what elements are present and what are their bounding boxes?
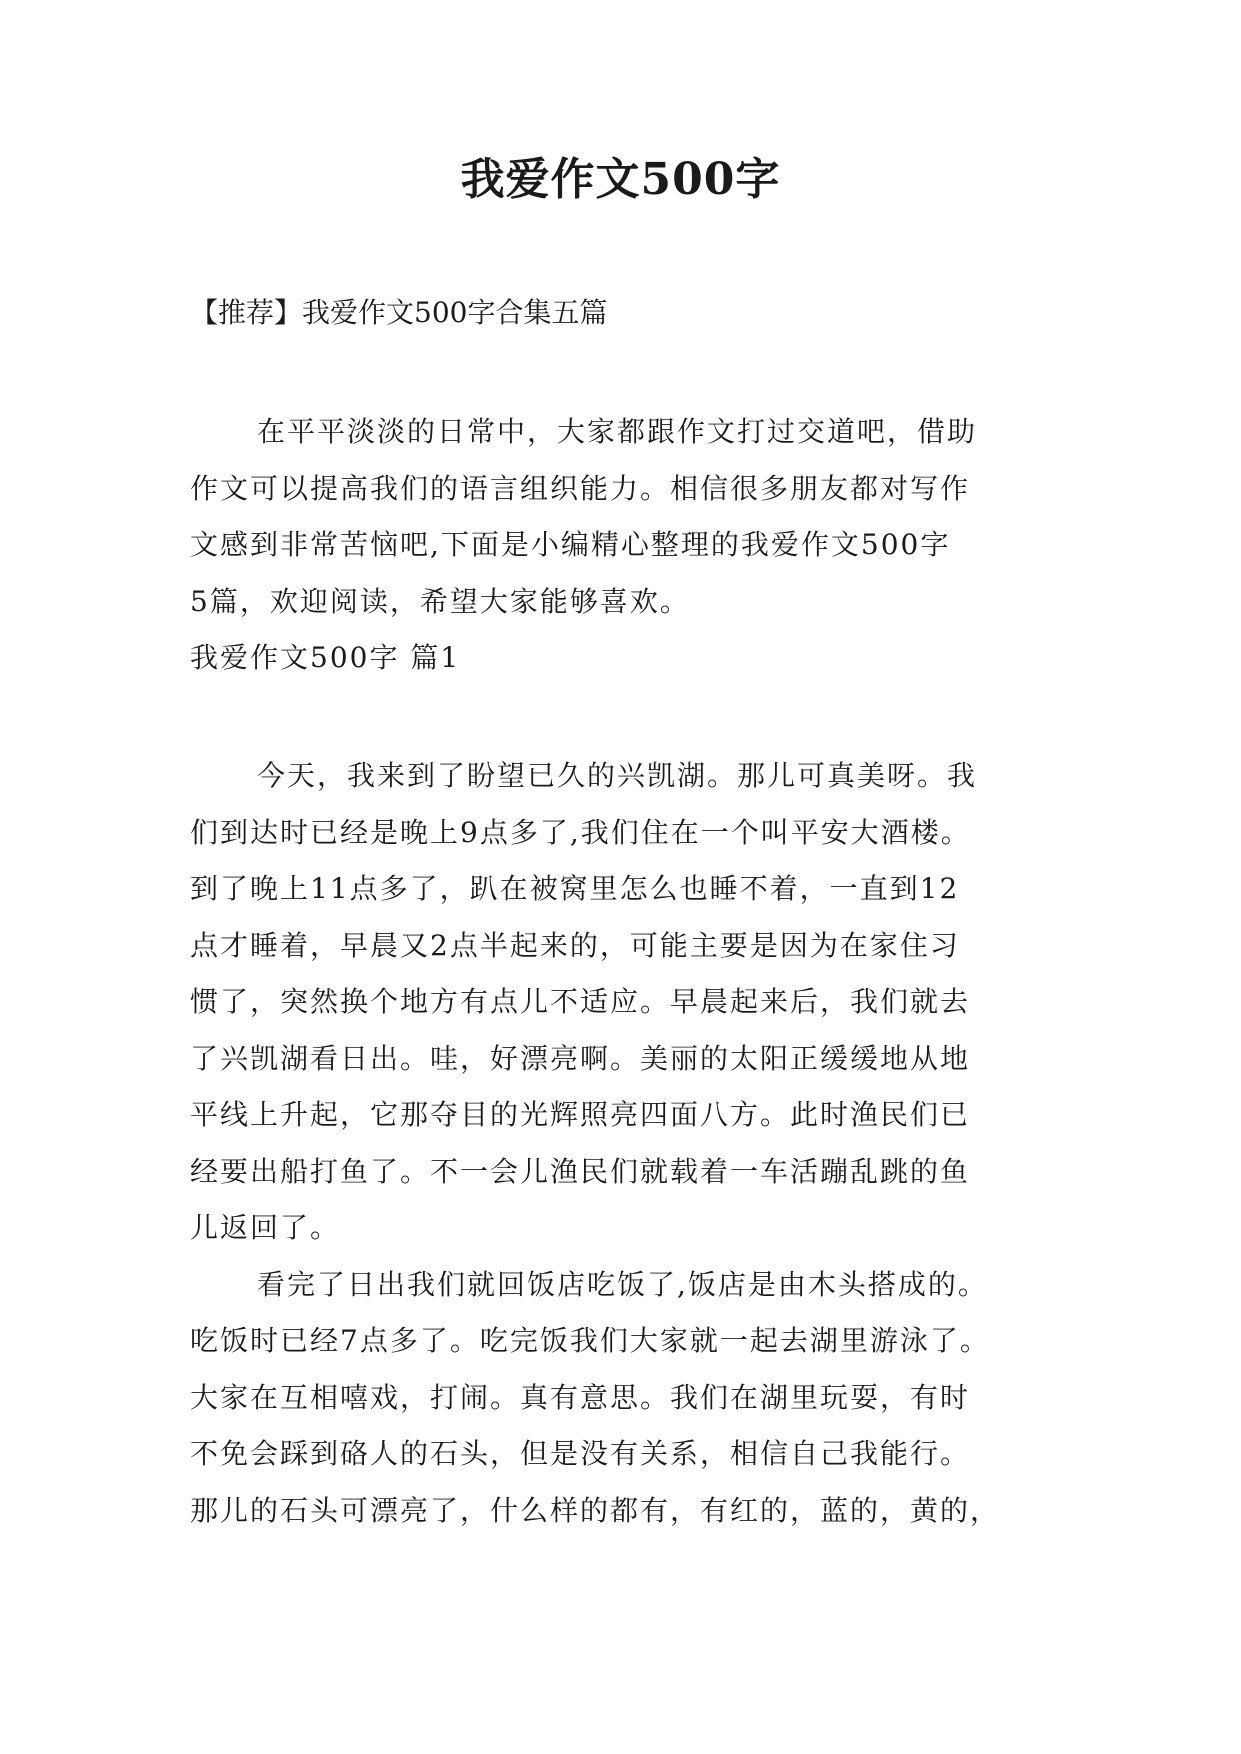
intro-paragraph xyxy=(190,404,1070,687)
text-line: 文感到非常苦恼吧,下面是小编精心整理的我爱作文500字 xyxy=(190,528,951,561)
text-line: 那儿的石头可漂亮了，什么样的都有，有红的，蓝的，黄的， xyxy=(190,1493,1001,1527)
document-subtitle: 【推荐】我爱作文500字合集五篇 xyxy=(190,296,608,329)
text-line: 不免会踩到硌人的石头，但是没有关系，相信自己我能行。 xyxy=(190,1437,971,1470)
text-line: 吃饭时已经7点多了。吃完饭我们大家就一起去湖里游泳了。 xyxy=(190,1324,990,1357)
text-line: 今天，我来到了盼望已久的兴凯湖。那儿可真美呀。我 xyxy=(257,759,978,792)
text-line: 到了晚上11点多了，趴在被窝里怎么也睡不着，一直到12 xyxy=(190,872,960,905)
text-line: 点才睡着，早晨又2点半起来的，可能主要是因为在家住习 xyxy=(190,928,960,962)
text-line: 平线上升起，它那夺目的光辉照亮四面八方。此时渔民们已 xyxy=(190,1098,971,1131)
text-line: 5篇，欢迎阅读，希望大家能够喜欢。 xyxy=(190,584,690,618)
text-line: 经要出船打鱼了。不一会儿渔民们就载着一车活蹦乱跳的鱼 xyxy=(190,1154,971,1188)
text-line: 儿返回了。 xyxy=(190,1211,341,1244)
text-line: 惯了，突然换个地方有点儿不适应。早晨起来后，我们就去 xyxy=(190,985,971,1018)
section-heading: 我爱作文500字 篇1 xyxy=(190,641,461,674)
essay-body xyxy=(190,748,1070,1539)
text-line: 了兴凯湖看日出。哇，好漂亮啊。美丽的太阳正缓缓地从地 xyxy=(190,1041,971,1075)
text-line: 看完了日出我们就回饭店吃饭了,饭店是由木头搭成的。 xyxy=(257,1267,988,1301)
text-line: 们到达时已经是晚上9点多了,我们住在一个叫平安大酒楼。 xyxy=(190,815,971,849)
text-line: 大家在互相嘻戏，打闹。真有意思。我们在湖里玩耍，有时 xyxy=(190,1380,971,1414)
text-line: 作文可以提高我们的语言组织能力。相信很多朋友都对写作 xyxy=(190,471,971,505)
document-title: 我爱作文500字 xyxy=(460,154,781,205)
text-line: 在平平淡淡的日常中，大家都跟作文打过交道吧，借助 xyxy=(257,415,978,448)
